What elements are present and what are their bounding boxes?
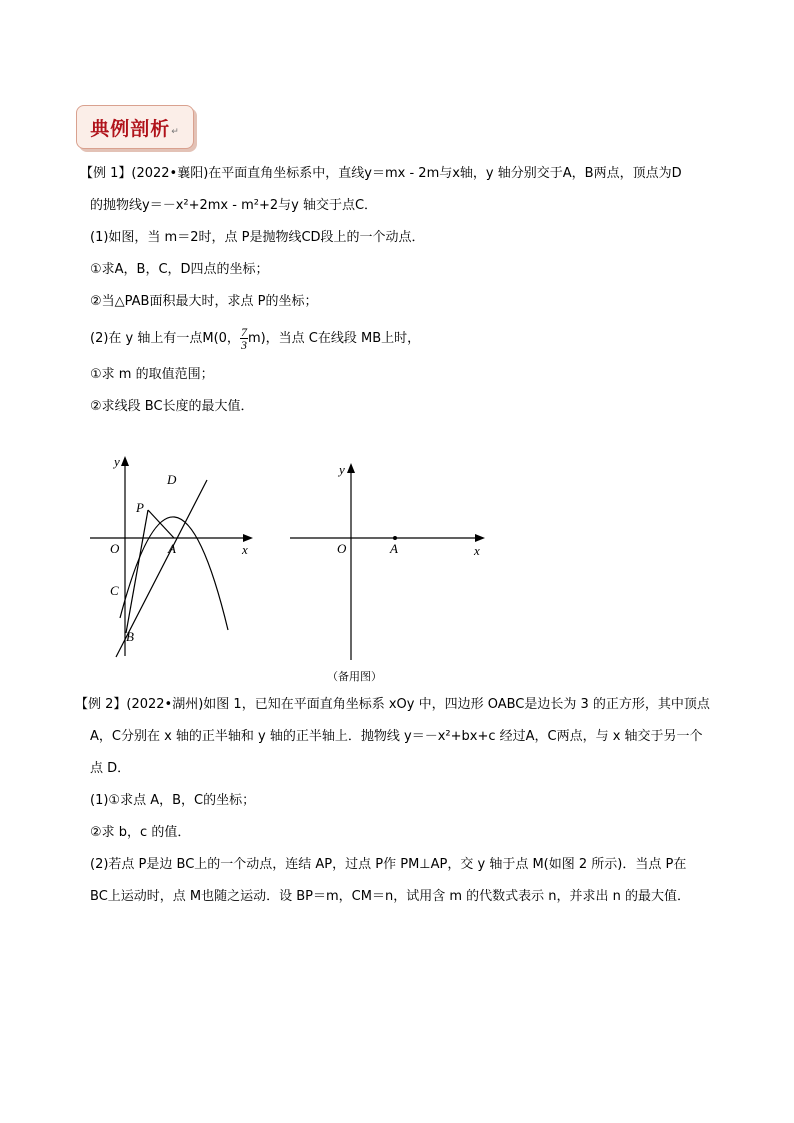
example1-line1: 【例 1】(2022•襄阳)在平面直角坐标系中，直线y＝mx - 2m与x轴，y 轴分别交于A，B两点，顶点为D [80,166,682,181]
fig2-label-x: x [474,543,480,558]
figure2-blank-axes [285,455,490,667]
example1-q1b: ②当△PAB面积最大时，求点 P的坐标； [90,294,318,309]
section-title: 典例剖析 [90,117,171,140]
fig1-x-arrow [243,534,253,542]
example2-q1b: ②求 b，c 的值． [90,825,191,840]
fraction-numerator: 7 [240,325,247,339]
q2-prefix: (2)在 y 轴上有一点M(0， [90,331,240,346]
section-header [76,105,194,149]
fig1-label-B: B [126,629,134,644]
fig2-point-A [393,536,397,540]
fraction-denominator: 3 [240,338,247,352]
fig2-label-O: O [337,541,347,556]
fig2-label-A: A [390,541,398,556]
example1-q1: (1)如图，当 m＝2时，点 P是抛物线CD段上的一个动点． [90,230,425,245]
example2-line3: 点 D． [90,761,131,776]
figure1-parabola-diagram [85,450,265,665]
example1-q2 [90,326,420,351]
example2-q1a: (1)①求点 A，B，C的坐标； [90,793,256,808]
example2-line2: A，C分别在 x 轴的正半轴和 y 轴的正半轴上．抛物线 y＝－x²+bx+c 经过A，C两点，与 x 轴交于另一个 [90,729,703,744]
paragraph-mark: ↵ [171,127,180,137]
fig2-label-y: y [339,462,345,477]
example2-q2-line2: BC上运动时，点 M也随之运动．设 BP＝m，CM＝n，试用含 m 的代数式表示 n，并求出 n 的最大值． [90,889,691,904]
example1-q1a: ①求A，B，C，D四点的坐标； [90,262,269,277]
example2-line1: 【例 2】(2022•湖州)如图 1，已知在平面直角坐标系 xOy 中，四边形 OABC是边长为 3 的正方形，其中顶点 [75,697,710,712]
fig1-y-arrow [121,456,129,466]
fig1-label-D: D [167,472,177,487]
fig1-label-x: x [242,542,248,557]
fig1-label-O: O [110,541,120,556]
fig1-label-C: C [110,583,119,598]
fig2-y-arrow [347,463,355,473]
fig1-label-y: y [114,454,120,469]
example1-q2a: ①求 m 的取值范围； [90,367,214,382]
example2-q2-line1: (2)若点 P是边 BC上的一个动点，连结 AP，过点 P作 PM⊥AP，交 y 轴于点 M(如图 2 所示)．当点 P在 [90,857,687,872]
example1-line2: 的抛物线y＝－x²+2mx - m²+2与y 轴交于点C． [90,198,378,213]
fig1-label-A: A [168,541,176,556]
fraction-7-3 [240,326,248,351]
q2-suffix: m)，当点 C在线段 MB上时， [247,331,421,346]
fig1-label-P: P [136,500,144,515]
fig2-x-arrow [475,534,485,542]
figure2-caption: （备用图） [327,670,382,683]
example1-q2b: ②求线段 BC长度的最大值． [90,399,254,414]
fig1-segment-PB [126,510,148,633]
